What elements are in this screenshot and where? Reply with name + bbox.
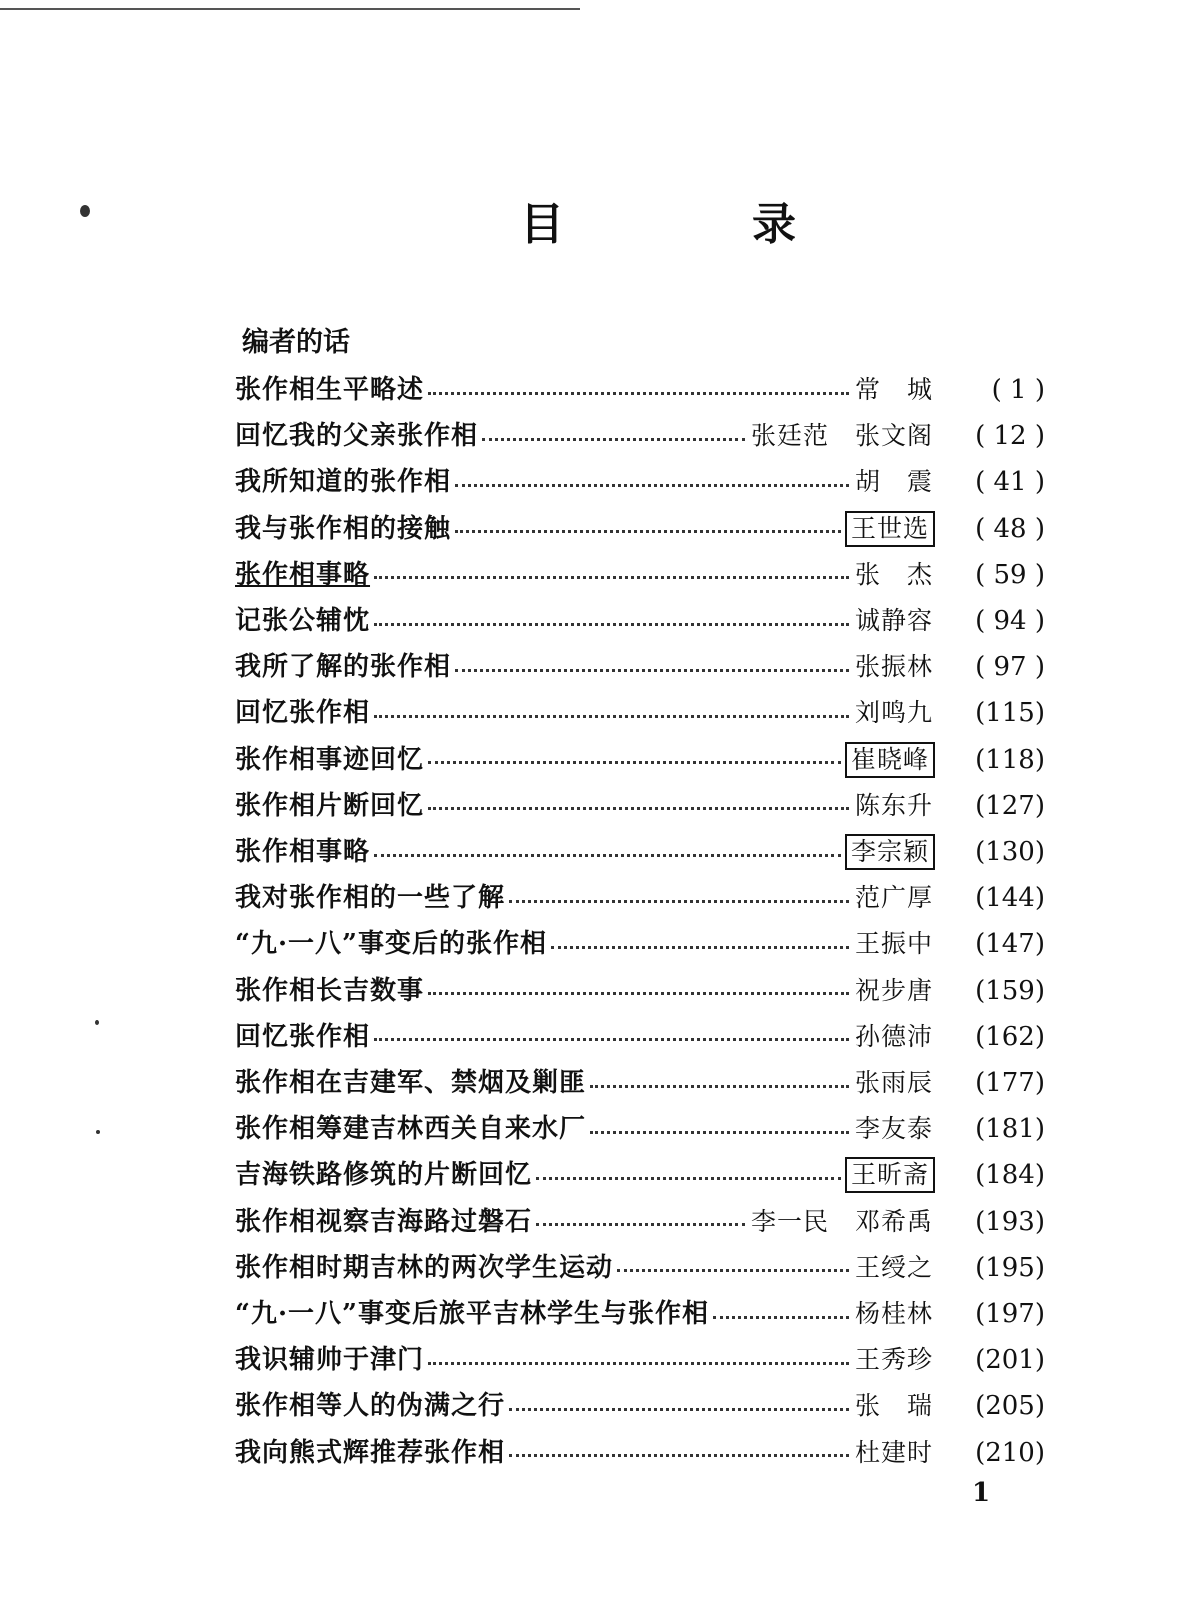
toc-entry-author: 胡 震 xyxy=(854,467,933,497)
toc-entry-title: 张作相在吉建军、禁烟及剿匪 xyxy=(235,1068,587,1098)
toc-entry-title: “九·一八”事变后的张作相 xyxy=(235,929,547,960)
toc-entry-author: 王绶之 xyxy=(854,1252,933,1282)
toc-entry-page: ( 12 ) xyxy=(975,421,1045,452)
toc-entry-title: 张作相等人的伪满之行 xyxy=(235,1391,506,1422)
leader-dots xyxy=(374,715,849,718)
toc-entry-title: 我所了解的张作相 xyxy=(235,652,452,683)
leader-dots xyxy=(590,1131,849,1134)
toc-entry-title: “九·一八”事变后旅平吉林学生与张作相 xyxy=(235,1299,709,1329)
toc-entry-author: 崔晓峰 xyxy=(845,742,935,778)
toc-entry-title: 张作相时期吉林的两次学生运动 xyxy=(235,1252,614,1283)
toc-entry-author: 杜建时 xyxy=(854,1437,933,1467)
toc-entry-page: (162) xyxy=(975,1021,1045,1052)
toc-entry-page: (205) xyxy=(975,1391,1045,1422)
toc-entry-author: 王世选 xyxy=(845,511,935,547)
toc-entry xyxy=(235,555,1045,595)
toc-entry-page: (195) xyxy=(975,1252,1045,1283)
toc-entry-title: 记张公辅忱 xyxy=(235,606,371,636)
toc-entry-author: 李友泰 xyxy=(854,1114,933,1144)
toc-entry xyxy=(235,693,1045,733)
toc-entry-title: 张作相视察吉海路过磐石 xyxy=(235,1206,533,1237)
leader-dots xyxy=(551,946,849,949)
toc-entry-page: (159) xyxy=(975,975,1045,1006)
toc-entry-author: 王振中 xyxy=(854,929,933,959)
leader-dots xyxy=(428,807,849,810)
toc-entry-author: 张廷范 张文阁 xyxy=(750,421,933,451)
leader-dots xyxy=(428,761,841,764)
leader-dots xyxy=(374,576,849,579)
toc-entry-author: 刘鸣九 xyxy=(854,698,933,728)
page-title xyxy=(0,195,1177,255)
leader-dots xyxy=(428,992,849,995)
leader-dots xyxy=(428,1362,849,1365)
toc-entry xyxy=(235,370,1045,410)
toc-entry-page: ( 48 ) xyxy=(975,513,1045,544)
toc-entry xyxy=(235,462,1045,502)
toc-entry-author: 杨桂林 xyxy=(854,1299,933,1328)
leader-dots xyxy=(509,1408,849,1411)
toc-entry-author: 王昕斋 xyxy=(845,1157,935,1193)
toc-entry xyxy=(235,832,1045,872)
leader-dots xyxy=(374,1038,849,1041)
toc-entry-page: ( 59 ) xyxy=(975,559,1045,590)
toc-entry-title: 吉海铁路修筑的片断回忆 xyxy=(235,1160,533,1191)
toc-entry-author: 常 城 xyxy=(854,375,933,404)
toc-entry-author: 李宗颖 xyxy=(845,834,935,870)
toc-entry-page: (197) xyxy=(975,1299,1045,1329)
toc-entry xyxy=(235,509,1045,549)
toc-entry-page: (181) xyxy=(975,1114,1045,1145)
leader-dots xyxy=(455,669,849,672)
toc-entry xyxy=(235,1063,1045,1103)
leader-dots xyxy=(713,1316,849,1319)
page-number: 1 xyxy=(972,1478,991,1508)
toc-entry-title: 我识辅帅于津门 xyxy=(235,1345,425,1376)
toc-entry xyxy=(235,1155,1045,1195)
toc-entry-author: 张 杰 xyxy=(854,559,933,589)
toc-entry xyxy=(235,786,1045,826)
toc-entry xyxy=(235,740,1045,780)
toc-entry-page: (210) xyxy=(975,1437,1045,1468)
leader-dots xyxy=(509,900,849,903)
toc-entry-author: 陈东升 xyxy=(854,790,933,820)
leader-dots xyxy=(455,530,841,533)
toc-entry xyxy=(235,647,1045,687)
scan-speck xyxy=(80,205,90,217)
toc-entry-author: 祝步唐 xyxy=(854,975,933,1005)
toc-entry-page: (177) xyxy=(975,1068,1045,1098)
toc-entry-author: 王秀珍 xyxy=(854,1345,933,1375)
scan-speck xyxy=(96,1130,100,1134)
toc-entry-author: 张 瑞 xyxy=(854,1391,933,1421)
title-char-2: 录 xyxy=(752,199,796,250)
leader-dots xyxy=(617,1269,849,1272)
toc-entry-title: 张作相片断回忆 xyxy=(235,790,425,821)
leader-dots xyxy=(536,1177,841,1180)
toc-entry-page: ( 1 ) xyxy=(991,375,1045,405)
toc-entry xyxy=(235,1109,1045,1149)
title-char-1: 目 xyxy=(520,199,564,250)
toc-entry xyxy=(235,1433,1045,1473)
leader-dots xyxy=(482,438,745,441)
toc-entry-author: 范广厚 xyxy=(854,883,933,913)
toc-entry-page: ( 97 ) xyxy=(975,652,1045,683)
toc-entry-page: (184) xyxy=(975,1160,1045,1191)
leader-dots xyxy=(374,854,841,857)
toc-entry-title: 张作相筹建吉林西关自来水厂 xyxy=(235,1114,587,1145)
toc-entry xyxy=(235,924,1045,964)
toc-entry-title: 我与张作相的接触 xyxy=(235,513,452,544)
toc-entry xyxy=(235,1017,1045,1057)
toc-entry-title: 我向熊式辉推荐张作相 xyxy=(235,1437,506,1468)
toc-entry-page: (144) xyxy=(975,883,1045,914)
toc-entry-page: (118) xyxy=(975,744,1045,775)
toc-entry-page: (127) xyxy=(975,790,1045,821)
toc-entry xyxy=(235,1386,1045,1426)
toc-entry-title: 张作相长吉数事 xyxy=(235,975,425,1006)
toc-entry-title: 我所知道的张作相 xyxy=(235,467,452,498)
toc-entry-page: ( 94 ) xyxy=(975,606,1045,636)
toc-entry-title: 张作相事略 xyxy=(235,837,371,867)
toc-entry-title: 张作相事迹回忆 xyxy=(235,744,425,775)
toc-entry-page: (130) xyxy=(975,837,1045,867)
toc-entry-page: (115) xyxy=(975,698,1045,729)
toc-entry-page: (193) xyxy=(975,1206,1045,1237)
toc-entry-title: 张作相生平略述 xyxy=(235,375,425,405)
toc-entry-page: (201) xyxy=(975,1345,1045,1376)
toc-entry xyxy=(235,878,1045,918)
toc-entry-author: 诚静容 xyxy=(854,606,933,635)
toc-entry-author: 李一民 邓希禹 xyxy=(750,1206,933,1236)
toc-entry-author: 张振林 xyxy=(854,652,933,682)
scan-speck xyxy=(95,1020,99,1025)
leader-dots xyxy=(590,1085,849,1088)
toc-entry xyxy=(235,416,1045,456)
toc-entry xyxy=(235,1202,1045,1242)
leader-dots xyxy=(374,623,849,626)
leader-dots xyxy=(509,1454,849,1457)
toc-entry-title: 我对张作相的一些了解 xyxy=(235,883,506,914)
toc-entry-title: 回忆张作相 xyxy=(235,698,371,729)
toc-entry xyxy=(235,1294,1045,1334)
toc-entry-title: 回忆张作相 xyxy=(235,1021,371,1052)
toc-entry-author: 张雨辰 xyxy=(854,1068,933,1097)
toc-entry xyxy=(235,1340,1045,1380)
toc-entry xyxy=(235,971,1045,1011)
leader-dots xyxy=(455,484,849,487)
leader-dots xyxy=(536,1223,745,1226)
toc-entry-page: (147) xyxy=(975,929,1045,960)
leader-dots xyxy=(428,392,849,395)
toc-entry-title: 回忆我的父亲张作相 xyxy=(235,421,479,452)
top-rule xyxy=(0,8,580,10)
preface-heading: 编者的话 xyxy=(242,327,350,358)
toc-entry-author: 孙德沛 xyxy=(854,1021,933,1051)
toc-entry-title: 张作相事略 xyxy=(235,559,371,590)
toc-entry xyxy=(235,601,1045,641)
toc-entry-page: ( 41 ) xyxy=(975,467,1045,498)
toc-entry xyxy=(235,1248,1045,1288)
